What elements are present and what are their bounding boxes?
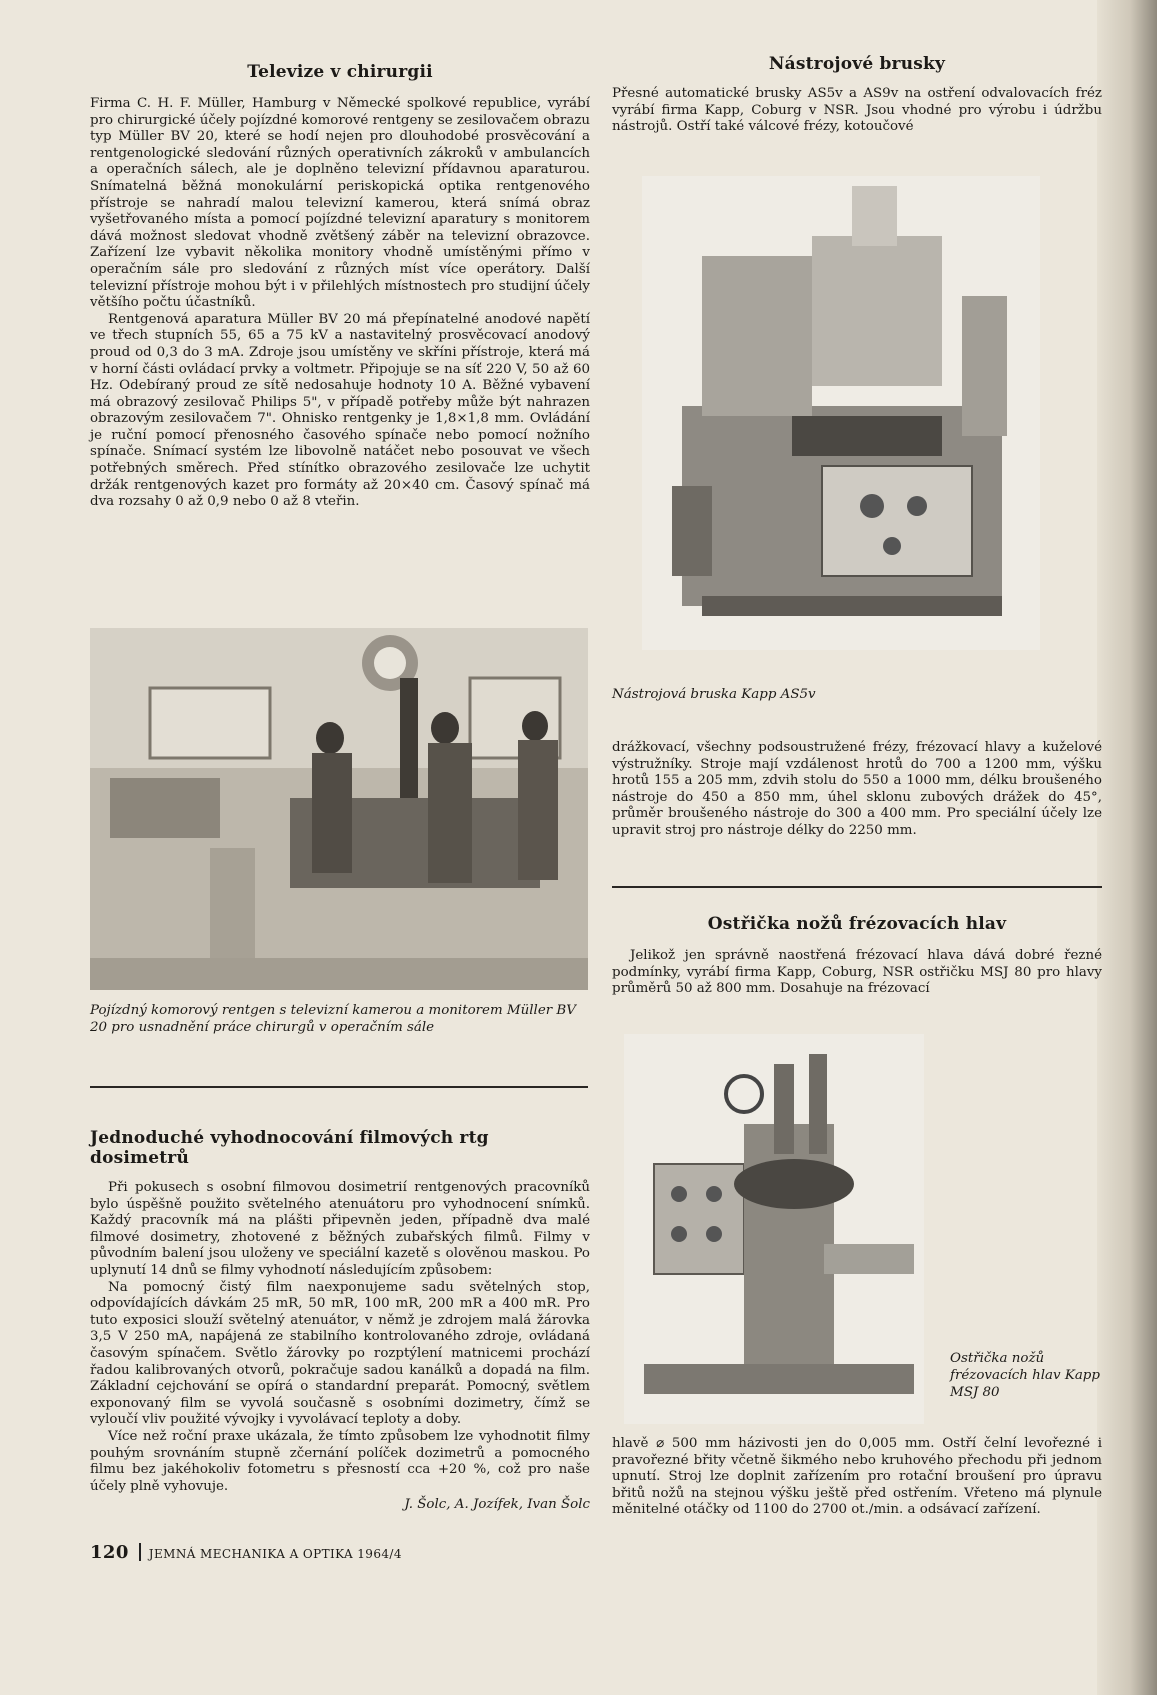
article-grinders-paragraph-1: Přesné automatické brusky AS5v a AS9v na ostření odvalovacích fréz vyrábí firma Kapp, Coburg v NSR. Jsou vhodné pro výrobu i údržbu nástrojů. Ostří také válcové frézy, kotoučové: [612, 86, 1102, 135]
article-sharpener-continued: [612, 1436, 1102, 1519]
article-dosimetry: [90, 1128, 590, 1512]
footer-separator: [139, 1543, 141, 1561]
surgery-photo: [90, 628, 588, 990]
article-dosimetry-paragraph-3: Více než roční praxe ukázala, že tímto způsobem lze vyhodnotit filmy pouhým srovnáním stupně zčernání políček dozimetrů a pomocného filmu bez jakéhokoliv fotometru s přesností cca +20 %, což pro naše účely plně vyhovuje.: [90, 1428, 590, 1494]
article-grinders-continued: [612, 740, 1102, 840]
article-dosimetry-paragraph-1: Při pokusech s osobní filmovou dosimetrií rentgenových pracovníků bylo úspěšně použito světelného atenuátoru pro vyhodnocení snímků. Každý pracovník má na plášti připevněn jeden, případně dva malé filmové dosimetry, zhotovené z běžných zubařských filmů. Filmy v původním balení jsou uloženy ve speciální kazetě s olověnou maskou. Po uplynutí 14 dnů se filmy vyhodnotí následujícím způsobem:: [90, 1180, 590, 1278]
page-number: 120: [90, 1542, 129, 1563]
grinder-photo: [642, 176, 1040, 650]
article-grinders: [612, 54, 1102, 136]
sharpener-photo: [624, 1034, 924, 1424]
sharpener-photo-caption: Ostřička nožů frézovacích hlav Kapp MSJ 80: [950, 1351, 1100, 1400]
page-binding-edge: [1097, 0, 1157, 1695]
article-grinders-title: Nástrojové brusky: [768, 54, 946, 74]
article-sharpener-paragraph-2: hlavě ⌀ 500 mm házivosti jen do 0,005 mm. Ostří čelní levořezné i pravořezné břity včetně šikmého nebo kruhového přechodu při jednom upnutí. Stroj lze doplnit zařízením pro rotační broušení pro úpravu břitů nožů na stejnou výšku ještě před ostřením. Vřeteno má plynule měnitelné otáčky od 1100 do 2700 ot./min. a odsávací zařízení.: [612, 1436, 1102, 1518]
article-tv: [90, 62, 590, 511]
section-divider-right: [612, 886, 1102, 888]
article-sharpener: [612, 914, 1102, 998]
journal-name: JEMNÁ MECHANIKA A OPTIKA 1964/4: [148, 1547, 402, 1561]
article-tv-title: Televize v chirurgii: [247, 62, 433, 82]
grinder-photo-caption: Nástrojová bruska Kapp AS5v: [612, 687, 816, 702]
page-footer: [90, 1542, 590, 1563]
surgery-photo-caption: Pojízdný komorový rentgen s televizní kamerou a monitorem Müller BV 20 pro usnadnění práce chirurgů v operačním sále: [90, 1003, 576, 1035]
article-dosimetry-title: Jednoduché vyhodnocování filmových rtg dosimetrů: [90, 1128, 489, 1168]
article-grinders-paragraph-2: drážkovací, všechny podsoustružené frézy, frézovací hlavy a kuželové výstružníky. Stroje mají vzdálenost hrotů do 700 a 1200 mm, výšku hrotů 155 a 205 mm, zdvih stolu do 550 a 1000 mm, délku broušeného nástroje do 450 a 850 mm, úhel sklonu zubových drážek do 45°, průměr broušeného nástroje do 300 a 400 mm. Pro speciální účely lze upravit stroj pro nástroje délky do 2250 mm.: [612, 740, 1102, 838]
article-tv-paragraph-1: Firma C. H. F. Müller, Hamburg v Německé spolkové republice, vyrábí pro chirurgické účely pojízdné komorové rentgeny se zesilovačem obrazu typ Müller BV 20, které se hodí nejen pro dlouhodobé prosvěcování a rentgenologické sledování různých operativních zákroků v ambulancích a operačních sálech, ale je doplněno televizní přídavnou aparaturou. Snímatelná běžná monokulární periskopická optika rentgenového přístroje se nahradí malou televizní kamerou, která snímá obraz vyšetřovaného místa a pomocí pojízdné televizní aparatury s monitorem dává možnost sledovat vhodně zvětšený záběr na televizní obrazovce. Zařízení lze vybavit několika monitory vhodně umístěnými přímo v operačním sále pro sledování z různých míst více operátory. Další televizní přístroje mohou být i v přilehlých místnostech pro studijní účely většího počtu účastníků.: [90, 96, 590, 311]
article-dosimetry-signature: J. Šolc, A. Jozífek, Ivan Šolc: [404, 1497, 590, 1513]
article-dosimetry-paragraph-2: Na pomocný čistý film naexponujeme sadu světelných stop, odpovídajících dávkám 25 mR, 50 mR, 100 mR, 200 mR a 400 mR. Pro tuto exposici slouží světelný atenuátor, v němž je zdrojem malá žárovka 3,5 V 250 mA, napájená ze stabilního kontrolovaného zdroje, ovládaná časovým spínačem. Světlo žárovky po rozptýlení matnicemi prochází řadou kalibrovaných otvorů, pokračuje sadou kanálků a dopadá na film. Základní cejchování se opírá o standardní preparát. Pomocný, světlem exponovaný film se vyvolá současně s osobními dozimetry, čímž se vyloučí vliv použité vývojky i vyvolávací teploty a doby.: [90, 1279, 590, 1428]
article-tv-paragraph-2: Rentgenová aparatura Müller BV 20 má přepínatelné anodové napětí ve třech stupních 55, 65 a 75 kV a nastavitelný prosvěcovací anodový proud od 0,3 do 3 mA. Zdroje jsou umístěny ve skříni přístroje, která má v horní části ovládací prvky a voltmetr. Připojuje se na síť 220 V, 50 až 60 Hz. Odebíraný proud ze sítě nedosahuje hodnoty 10 A. Běžné vybavení má obrazový zesilovač Philips 5", v případě potřeby může být nahrazen obrazovým zesilovačem 7". Ohnisko rentgenky je 1,8×1,8 mm. Ovládání je ruční pomocí přenosného časového spínače nebo pomocí nožního spínače. Snímací systém lze libovolně natáčet nebo posouvat ve všech potřebných směrech. Před stínítko obrazového zesilovače lze uchytit držák rentgenových kazet pro formáty až 20×40 cm. Časový spínač má dva rozsahy 0 až 0,9 nebo 0 až 8 vteřin.: [90, 311, 590, 510]
article-sharpener-title: Ostřička nožů frézovacích hlav: [707, 914, 1007, 934]
section-divider-left: [90, 1086, 588, 1088]
article-sharpener-paragraph-1: Jelikož jen správně naostřená frézovací hlava dává dobré řezné podmínky, vyrábí firma Kapp, Coburg, NSR ostřičku MSJ 80 pro hlavy průměrů 50 až 800 mm. Dosahuje na frézovací: [612, 948, 1102, 997]
